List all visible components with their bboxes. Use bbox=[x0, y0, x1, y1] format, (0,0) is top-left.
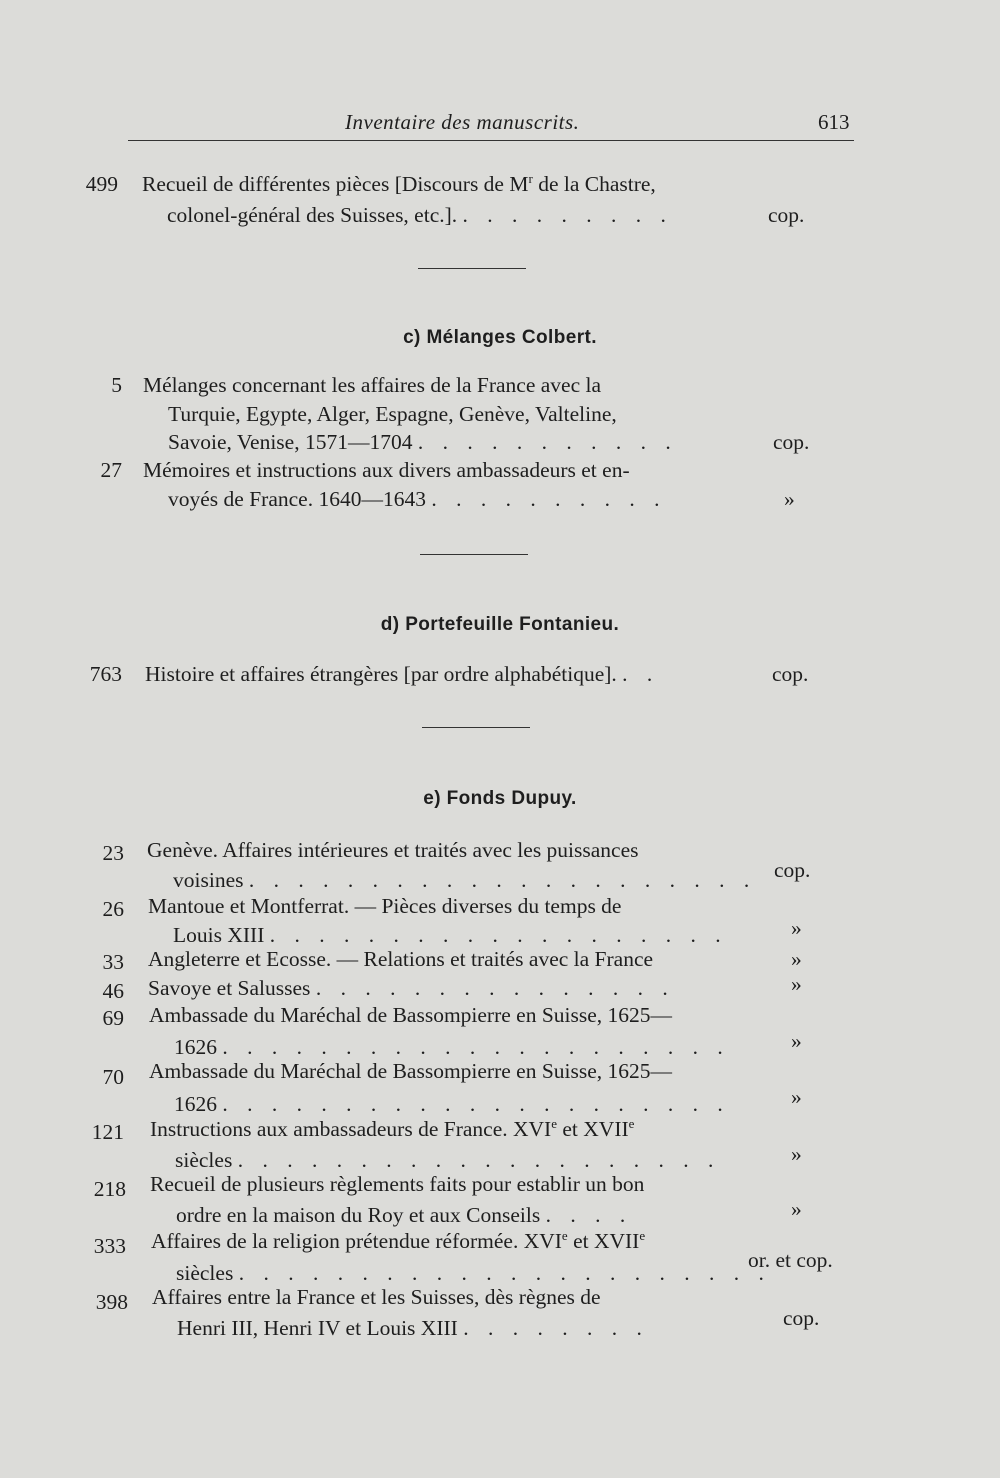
copy-status: or. et cop. bbox=[748, 1248, 833, 1272]
entry-line: Savoie, Venise, 1571—1704 . . . . . . . . . . . bbox=[168, 430, 678, 454]
entry-number: 46 bbox=[102, 979, 124, 1003]
entry-number: 26 bbox=[102, 897, 124, 921]
entry-number: 763 bbox=[89, 662, 122, 686]
entry-line: Turquie, Egypte, Alger, Espagne, Genève, Valteline, bbox=[168, 402, 617, 426]
entry-line: Henri III, Henri IV et Louis XIII . . . . . . . . bbox=[177, 1316, 649, 1340]
entry-line: Genève. Affaires intérieures et traités avec les puissances bbox=[147, 838, 639, 862]
entry-line: voisines . . . . . . . . . . . . . . . . . . . . . bbox=[173, 868, 757, 892]
copy-status: » bbox=[784, 487, 795, 511]
entry-number: 23 bbox=[102, 841, 124, 865]
copy-status: » bbox=[791, 947, 802, 971]
entry-number: 5 bbox=[111, 373, 122, 397]
entry-line: Affaires de la religion prétendue réformée. XVIe et XVIIe bbox=[151, 1228, 646, 1253]
entry-line: 1626 . . . . . . . . . . . . . . . . . . . . . bbox=[174, 1092, 730, 1116]
copy-status: cop. bbox=[773, 430, 810, 454]
copy-status: » bbox=[791, 972, 802, 996]
entry-number: 33 bbox=[102, 950, 124, 974]
leader-dots: . . . . . . . . . . . bbox=[417, 430, 678, 454]
leader-dots: . . . . . . . . . . bbox=[431, 487, 667, 511]
section-heading-melanges-colbert: c) Mélanges Colbert. bbox=[403, 327, 597, 348]
entry-line: Mémoires et instructions aux divers ambassadeurs et en- bbox=[143, 458, 630, 482]
leader-dots: . . . . bbox=[545, 1203, 633, 1227]
leader-dots: . . . . . . . . . . . . . . . . . . . bbox=[269, 923, 728, 947]
leader-dots: . . . . . . . . . . . . . . . . . . . . . bbox=[222, 1035, 730, 1059]
copy-status: » bbox=[791, 1029, 802, 1053]
leader-dots: . . . . . . . . . . . . . . . bbox=[315, 976, 675, 1000]
entry-line: Louis XIII . . . . . . . . . . . . . . . . . . . bbox=[173, 923, 728, 947]
entry-number: 398 bbox=[95, 1290, 128, 1314]
running-title: Inventaire des manuscrits. bbox=[345, 110, 580, 134]
entry-number: 218 bbox=[93, 1177, 126, 1201]
copy-status: » bbox=[791, 1197, 802, 1221]
copy-status: cop. bbox=[783, 1306, 820, 1330]
section-separator bbox=[418, 268, 526, 269]
section-heading-portefeuille-fontanieu: d) Portefeuille Fontanieu. bbox=[380, 614, 620, 635]
entry-line: Mélanges concernant les affaires de la France avec la bbox=[143, 373, 602, 397]
entry-line: Ambassade du Maréchal de Bassompierre en Suisse, 1625— bbox=[149, 1003, 673, 1027]
running-head bbox=[0, 110, 1000, 140]
entry-line: Recueil de différentes pièces [Discours de $M^r$ de la Chastre, bbox=[142, 171, 656, 196]
entry-number: 69 bbox=[102, 1006, 124, 1030]
entry-number: 27 bbox=[100, 458, 122, 482]
section-separator bbox=[422, 727, 530, 728]
entry-line: Ambassade du Maréchal de Bassompierre en Suisse, 1625— bbox=[149, 1059, 673, 1083]
entry-number: 499 bbox=[85, 172, 118, 196]
leader-dots: . . . . . . . . . . . . . . . . . . . . . . bbox=[238, 1261, 771, 1285]
copy-status: » bbox=[791, 1085, 802, 1109]
page-number: 613 bbox=[818, 110, 850, 134]
entry-line: Angleterre et Ecosse. — Relations et traités avec la France bbox=[148, 947, 654, 971]
entry-line: Mantoue et Montferrat. — Pièces diverses du temps de bbox=[148, 894, 622, 918]
header-rule bbox=[128, 140, 854, 141]
copy-status: cop. bbox=[772, 662, 809, 686]
copy-status: cop. bbox=[768, 203, 805, 227]
entry-line: Savoye et Salusses . . . . . . . . . . . . . . . bbox=[148, 976, 675, 1000]
entry-line: Recueil de plusieurs règlements faits pour establir un bon bbox=[150, 1172, 645, 1196]
copy-status: cop. bbox=[774, 858, 811, 882]
entry-number: 121 bbox=[91, 1120, 124, 1144]
entry-line: voyés de France. 1640—1643 . . . . . . . . . . bbox=[168, 487, 667, 511]
copy-status: » bbox=[791, 916, 802, 940]
leader-dots: . . bbox=[622, 662, 660, 686]
leader-dots: . . . . . . . . bbox=[463, 1316, 649, 1340]
entry-number: 70 bbox=[102, 1065, 124, 1089]
entry-line: ordre en la maison du Roy et aux Conseils . . . . bbox=[176, 1203, 633, 1227]
leader-dots: . . . . . . . . . . . . . . . . . . . . bbox=[237, 1148, 721, 1172]
section-separator bbox=[420, 554, 528, 555]
leader-dots: . . . . . . . . . . . . . . . . . . . . . bbox=[248, 868, 757, 892]
leader-dots: . . . . . . . . . . . . . . . . . . . . . bbox=[222, 1092, 730, 1116]
section-heading-fonds-dupuy: e) Fonds Dupuy. bbox=[423, 788, 577, 809]
leader-dots: . . . . . . . . . bbox=[462, 203, 673, 227]
entry-line: colonel-général des Suisses, etc.]. . . . . . . . . . bbox=[167, 203, 673, 227]
entry-line: Affaires entre la France et les Suisses, dès règnes de bbox=[152, 1285, 601, 1309]
entry-line: siècles . . . . . . . . . . . . . . . . . . . . . . bbox=[176, 1261, 771, 1285]
entry-line: siècles . . . . . . . . . . . . . . . . . . . . bbox=[175, 1148, 721, 1172]
entry-number: 333 bbox=[93, 1234, 126, 1258]
entry-line: Instructions aux ambassadeurs de France. XVIe et XVIIe bbox=[150, 1116, 635, 1141]
entry-line: 1626 . . . . . . . . . . . . . . . . . . . . . bbox=[174, 1035, 730, 1059]
entry-line: Histoire et affaires étrangères [par ordre alphabétique]. . . bbox=[145, 662, 660, 686]
copy-status: » bbox=[791, 1142, 802, 1166]
